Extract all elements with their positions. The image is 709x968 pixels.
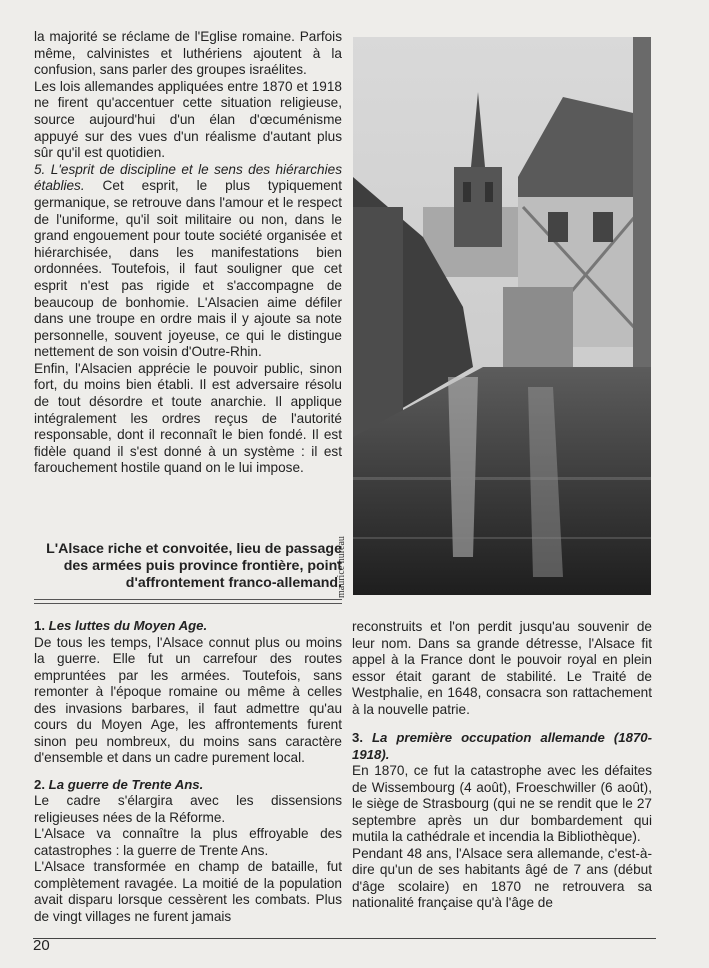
divider (34, 599, 342, 600)
paragraph: Les lois allemandes appliquées entre 1870 et 1918 ne firent qu'accentuer cette situation religieuse, source aujourd'hui d'un élan d'œcuménisme appuyé sur des vues d'un réalisme d'autant plus sûr qu'il est quotidien. (34, 78, 342, 161)
left-text-column (34, 618, 342, 925)
top-text-column (34, 29, 342, 477)
inline-heading: 5. L'esprit de discipline et le sens des hiérarchies établies. (34, 161, 342, 194)
canal-photo-illustration (353, 37, 651, 595)
photo-credit: maurice hureau (336, 536, 347, 598)
paragraph: Pendant 48 ans, l'Alsace sera allemande, c'est-à-dire qu'un de ses habitants âgé de 7 ans (début d'âge scolaire) en 1870 ne retrouvera sa nationalité française qu'à l'âge de (352, 845, 652, 910)
subheading: 1. Les luttes du Moyen Age. (34, 618, 208, 633)
divider (34, 603, 342, 604)
paragraph: L'Alsace transformée en champ de bataille, fut complètement ravagée. La moitié de la population avait disparu lorsque cessèrent les combats. Plus de vingt villages ne furent jamais (34, 859, 342, 924)
paragraph: L'Alsace va connaître la plus effroyable des catastrophes : la guerre de Trente Ans. (34, 826, 342, 858)
paragraph: Enfin, l'Alsacien apprécie le pouvoir public, sinon fort, du moins bien établi. Il est adversaire résolu de tout désordre et toute anarchie. Il applique intégralement les ordres reçus de l'autorité responsable, dont il reconnaît le bien fondé. Il est fidèle quand il s'est donné à un système : il est farouchement hostile quand on le lui impose. (34, 360, 342, 476)
subheading: 3. La première occupation allemande (1870-1918). (352, 730, 653, 762)
paragraph-text: Cet esprit, le plus typiquement germanique, se retrouve dans l'amour et le respect de l'uniforme, qu'il soit militaire ou non, dans le grand engouement pour toute société organisée et hiérarchisée, dans les manifestations bien ordonnées. Toutefois, il faut souligner que cet esprit n'est pas rigide et s'accompagne de beaucoup de bonhomie. L'Alsacien aime défiler dans une troupe en ordre mais il y ajoute sa note personnelle, souvent joyeuse, ce qui le distingue nettement de son voisin d'Outre-Rhin. (34, 178, 342, 360)
paragraph: De tous les temps, l'Alsace connut plus ou moins la guerre. Elle fut un carrefour des routes empruntées par les armées. Toutefois, sans remonter à l'époque romaine ou même à celles des invasions barbares, il faut admettre qu'au cours du Moyen Age, les affrontements furent sinon peu nombreux, du moins sans caractère d'ensemble et dans un cadre purement local. (34, 634, 342, 765)
page-number: 20 (33, 937, 50, 954)
paragraph: reconstruits et l'on perdit jusqu'au souvenir de leur nom. Dans sa grande détresse, l'Alsace fit appel à la France dont le pouvoir royal en plein essor était garant de stabilité. Le Traité de Westphalie, en 1648, consacra son rattachement à la nouvelle patrie. (352, 619, 652, 717)
footer-rule (33, 938, 656, 939)
section-title: L'Alsace riche et convoitée, lieu de passage des armées puis province frontière, point d'affrontement franco-allemand. (46, 541, 342, 591)
canal-photograph (353, 37, 651, 595)
paragraph: En 1870, ce fut la catastrophe avec les défaites de Wissembourg (4 août), Froeschwiller (6 août), le siège de Strasbourg (qui ne se rendit que le 27 septembre après un dur bombardement qui mutila la cathédrale et incendia la Bibliothèque). (352, 763, 652, 844)
paragraph (34, 162, 342, 361)
right-text-column (352, 619, 652, 912)
paragraph: la majorité se réclame de l'Eglise romaine. Parfois même, calvinistes et luthériens ajoutent à la confusion, sans parler des groupes israélites. (34, 29, 342, 78)
subheading: 2. La guerre de Trente Ans. (34, 776, 204, 792)
paragraph: Le cadre s'élargira avec les dissensions religieuses nées de la Réforme. (34, 793, 342, 825)
